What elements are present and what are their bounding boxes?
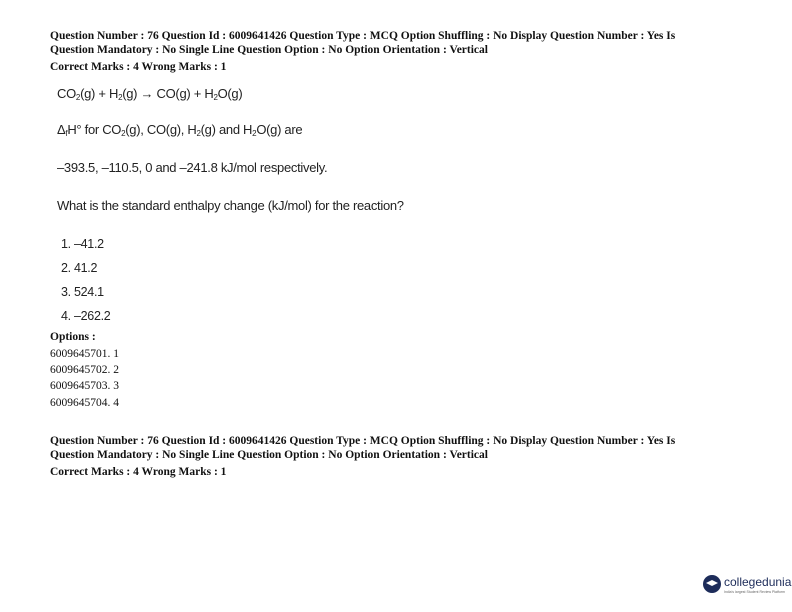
question-text: What is the standard enthalpy change (kJ/mol) for the reaction? (57, 198, 404, 213)
marks-line: Correct Marks : 4 Wrong Marks : 1 (50, 466, 227, 478)
logo-text: collegedunia (724, 575, 792, 589)
enthalpy-line: $\Delta_fH^\circ$ for $CO_2(g)$, CO(g), $H_2(g)$ and $H_2O(g)$ are (57, 122, 303, 138)
values-line: –393.5, –110.5, 0 and –241.8 kJ/mol respectively. (57, 160, 328, 175)
collegedunia-logo (703, 573, 792, 601)
meta-line-2: Question Mandatory : No Single Line Question Option : No Option Orientation : Vertical (50, 44, 488, 56)
question-meta (50, 29, 750, 74)
options-label: Options : (50, 331, 96, 343)
option-id-4: 6009645704. 4 (50, 397, 119, 409)
option-id-3: 6009645703. 3 (50, 380, 119, 392)
option-id-1: 6009645701. 1 (50, 348, 119, 360)
logo-tagline: India's largest Student Review Platform (724, 590, 785, 594)
choice-1: 1. –41.2 (61, 237, 104, 251)
choice-3: 3. 524.1 (61, 285, 104, 299)
choice-2: 2. 41.2 (61, 261, 98, 275)
meta-line-1: Question Number : 76 Question Id : 6009641426 Question Type : MCQ Option Shuffling : No Display Question Number : Yes Is (50, 435, 676, 447)
question-meta-2 (50, 434, 750, 479)
meta-line-2: Question Mandatory : No Single Line Question Option : No Option Orientation : Vertical (50, 449, 488, 461)
reaction-equation: $CO_2(g) + H_2(g) \to CO(g) + H_2O(g)$ (57, 86, 243, 102)
meta-line-1: Question Number : 76 Question Id : 6009641426 Question Type : MCQ Option Shuffling : No Display Question Number : Yes Is (50, 30, 676, 42)
option-id-2: 6009645702. 2 (50, 364, 119, 376)
choice-4: 4. –262.2 (61, 309, 111, 323)
graduation-cap-icon (703, 575, 721, 593)
marks-line: Correct Marks : 4 Wrong Marks : 1 (50, 61, 227, 73)
